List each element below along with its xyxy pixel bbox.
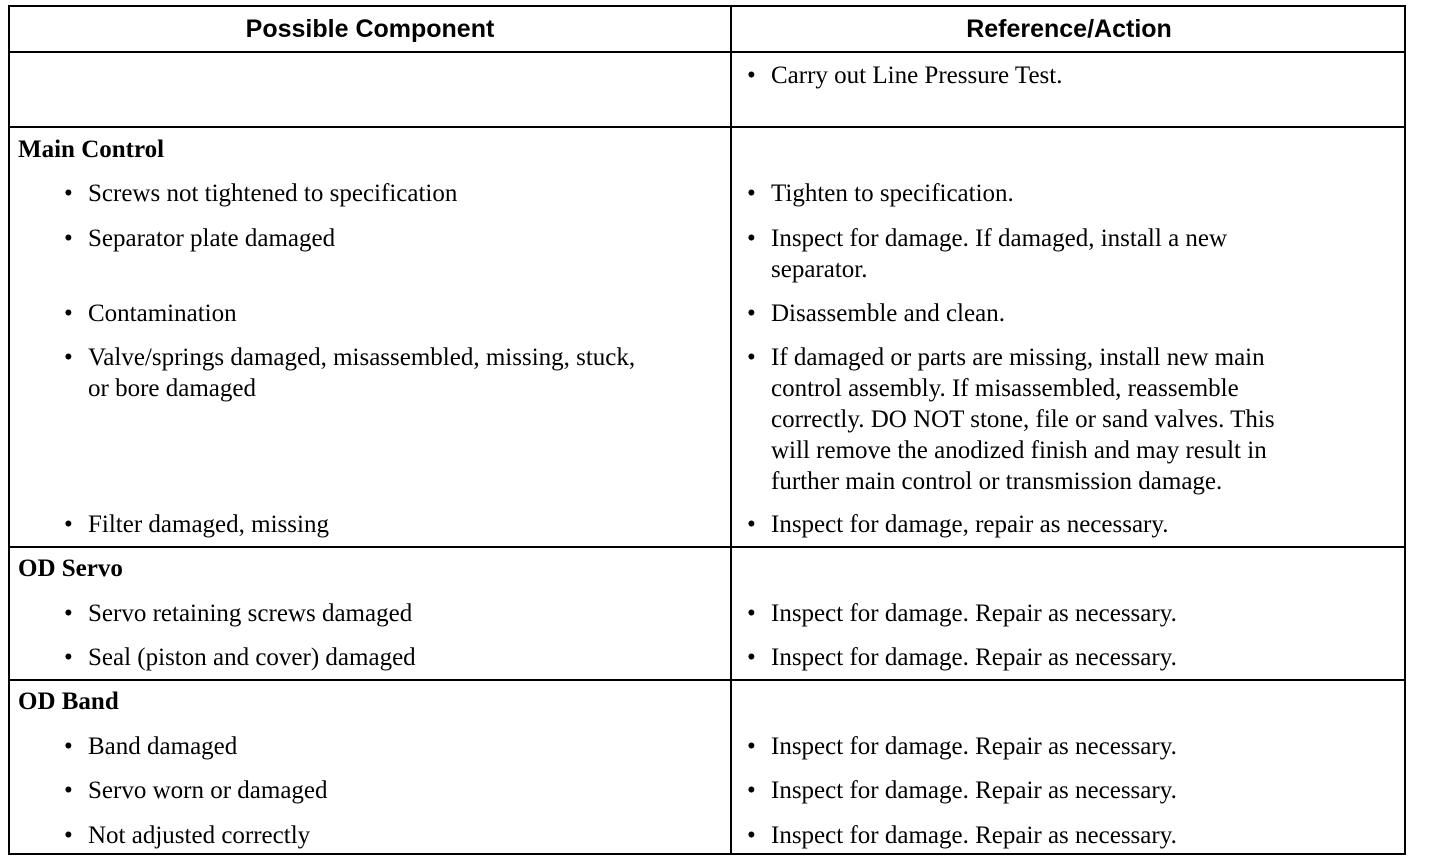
bullet: • bbox=[64, 600, 73, 627]
bullet: • bbox=[747, 644, 756, 671]
troubleshooting-table bbox=[8, 5, 1406, 855]
component-text: or bore damaged bbox=[88, 375, 256, 402]
action-text: Inspect for damage. Repair as necessary. bbox=[771, 600, 1177, 627]
component-text: Servo retaining screws damaged bbox=[88, 600, 413, 627]
bullet: • bbox=[64, 344, 73, 371]
bullet: • bbox=[64, 180, 73, 207]
bullet: • bbox=[747, 180, 756, 207]
action-text: Inspect for damage. Repair as necessary. bbox=[771, 644, 1177, 671]
action-text: will remove the anodized finish and may result in bbox=[771, 437, 1267, 464]
action-text: Inspect for damage. Repair as necessary. bbox=[771, 777, 1177, 804]
bullet: • bbox=[64, 733, 73, 760]
component-text: Band damaged bbox=[88, 733, 238, 760]
bullet: • bbox=[64, 822, 73, 849]
component-text: Valve/springs damaged, misassembled, missing, stuck, bbox=[88, 344, 636, 371]
bullet: • bbox=[747, 777, 756, 804]
action-text: Inspect for damage. Repair as necessary. bbox=[771, 822, 1177, 849]
bullet: • bbox=[747, 62, 756, 89]
bullet: • bbox=[747, 300, 756, 327]
bullet: • bbox=[747, 225, 756, 252]
component-text: Filter damaged, missing bbox=[88, 511, 329, 538]
bullet: • bbox=[64, 644, 73, 671]
bullet: • bbox=[747, 600, 756, 627]
bullet: • bbox=[64, 300, 73, 327]
action-text: Inspect for damage. Repair as necessary. bbox=[771, 733, 1177, 760]
bullet: • bbox=[747, 733, 756, 760]
action-text: Tighten to specification. bbox=[771, 180, 1014, 207]
action-text: If damaged or parts are missing, install new main bbox=[771, 344, 1265, 371]
action-text: Carry out Line Pressure Test. bbox=[771, 62, 1063, 89]
header-row bbox=[10, 7, 1404, 53]
component-text: Not adjusted correctly bbox=[88, 822, 311, 849]
component-text: Separator plate damaged bbox=[88, 225, 336, 252]
component-text: Screws not tightened to specification bbox=[88, 180, 458, 207]
section-title: Main Control bbox=[18, 136, 165, 163]
bullet: • bbox=[747, 344, 756, 371]
action-text: control assembly. If misassembled, reassemble bbox=[771, 375, 1239, 402]
bullet: • bbox=[64, 777, 73, 804]
action-text: Disassemble and clean. bbox=[771, 300, 1005, 327]
section-od-band bbox=[10, 681, 1404, 853]
action-text: further main control or transmission damage. bbox=[771, 468, 1223, 495]
section-main-control bbox=[10, 128, 1404, 548]
component-text: Contamination bbox=[88, 300, 237, 327]
section-title: OD Servo bbox=[18, 555, 123, 582]
bullet: • bbox=[64, 511, 73, 538]
section-od-servo bbox=[10, 548, 1404, 681]
bullet: • bbox=[747, 822, 756, 849]
action-text: correctly. DO NOT stone, file or sand valves. This bbox=[771, 406, 1275, 433]
line-pressure-row bbox=[10, 53, 1404, 128]
header-reference-action: Reference/Action bbox=[966, 14, 1172, 43]
component-text: Servo worn or damaged bbox=[88, 777, 328, 804]
header-possible-component: Possible Component bbox=[245, 14, 495, 43]
action-text: Inspect for damage, repair as necessary. bbox=[771, 511, 1169, 538]
bullet: • bbox=[64, 225, 73, 252]
component-text: Seal (piston and cover) damaged bbox=[88, 644, 416, 671]
section-title: OD Band bbox=[18, 688, 119, 715]
action-text: separator. bbox=[771, 256, 868, 283]
action-text: Inspect for damage. If damaged, install a new bbox=[771, 225, 1228, 252]
bullet: • bbox=[747, 511, 756, 538]
